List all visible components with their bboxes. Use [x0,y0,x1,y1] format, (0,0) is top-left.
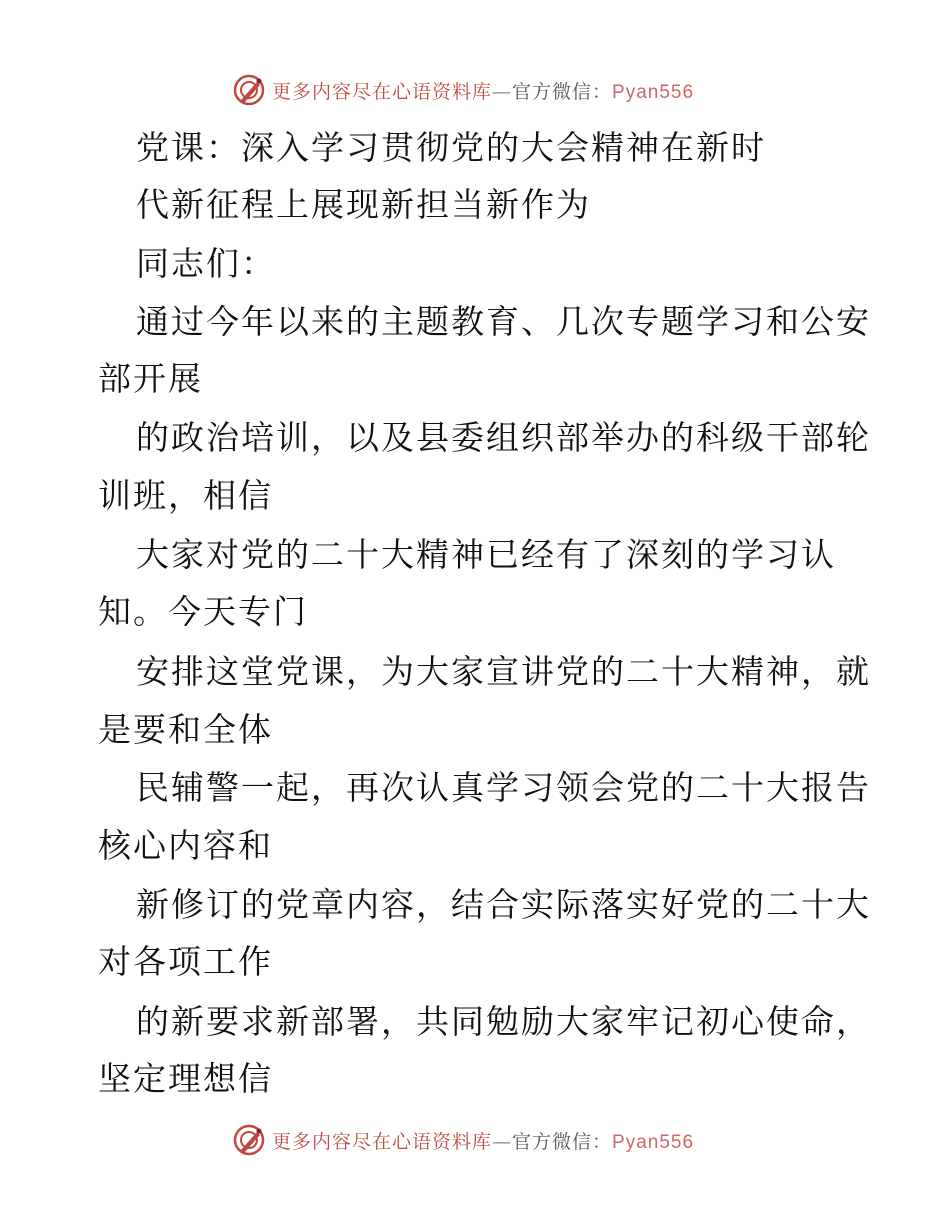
body-line: 训班，相信 [98,476,273,515]
body-line: 的政治培训，以及县委组织部举办的科级干部轮 [136,418,871,457]
body-line: 知。今天专门 [98,592,308,631]
document-title-line-1: 党课：深入学习贯彻党的大会精神在新时 [136,128,766,167]
body-line: 是要和全体 [98,710,273,749]
watermark-text: 更多内容尽在心语资料库—官方微信：Pyan556 [272,1130,695,1153]
body-line: 新修订的党章内容，结合实际落实好党的二十大 [136,885,871,924]
body-line: 坚定理想信 [98,1059,273,1098]
watermark-text: 更多内容尽在心语资料库—官方微信：Pyan556 [272,80,695,103]
body-line: 核心内容和 [98,826,273,865]
body-line: 的新要求新部署，共同勉励大家牢记初心使命， [136,1002,871,1041]
body-line: 通过今年以来的主题教育、几次专题学习和公安 [136,302,871,341]
salutation: 同志们： [136,244,276,283]
body-line: 大家对党的二十大精神已经有了深刻的学习认 [136,535,836,574]
body-line: 对各项工作 [98,942,273,981]
body-line: 部开展 [98,359,203,398]
brand-logo-icon [232,73,266,107]
body-line: 安排这堂党课，为大家宣讲党的二十大精神，就 [136,652,871,691]
body-line: 民辅警一起，再次认真学习领会党的二十大报告 [136,768,871,807]
brand-logo-icon [232,1123,266,1157]
watermark-banner-top [232,70,694,110]
document-title-line-2: 代新征程上展现新担当新作为 [136,185,591,224]
watermark-banner-bottom [232,1120,694,1160]
